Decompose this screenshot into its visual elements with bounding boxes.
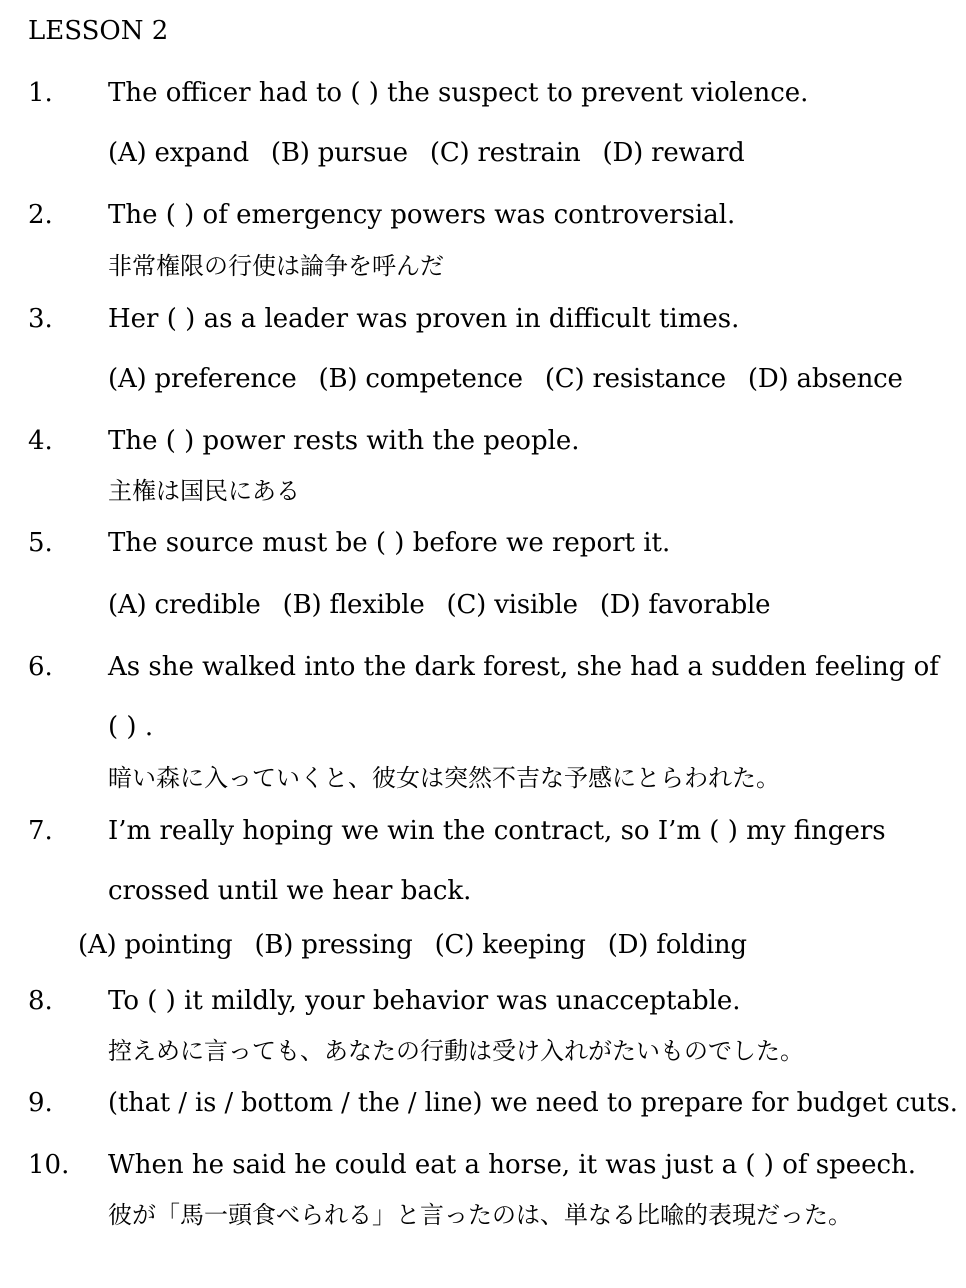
question-6-text-line2: ( ) . bbox=[108, 712, 154, 742]
question-7-choice-a: (A) pointing bbox=[78, 930, 233, 960]
question-1-text: The officer had to ( ) the suspect to prevent violence. bbox=[108, 78, 809, 108]
question-2-text: The ( ) of emergency powers was controversial. bbox=[108, 200, 736, 230]
question-9-text: (that / is / bottom / the / line) we need to prepare for budget cuts. bbox=[108, 1088, 958, 1118]
question-5-choice-b: (B) flexible bbox=[282, 590, 425, 620]
question-3-choice-d: (D) absence bbox=[747, 364, 903, 394]
question-5-number: 5. bbox=[28, 528, 53, 558]
question-3-choice-b: (B) competence bbox=[318, 364, 523, 394]
question-7-choice-c: (C) keeping bbox=[434, 930, 586, 960]
question-7-choice-b: (B) pressing bbox=[254, 930, 413, 960]
question-10-number: 10. bbox=[28, 1150, 70, 1180]
question-8-number: 8. bbox=[28, 986, 53, 1016]
question-6-translation: 暗い森に入っていくと、彼女は突然不吉な予感にとらわれた。 bbox=[108, 764, 780, 792]
question-5-choices bbox=[108, 590, 770, 620]
question-2-number: 2. bbox=[28, 200, 53, 230]
question-8-text: To ( ) it mildly, your behavior was unacceptable. bbox=[108, 986, 741, 1016]
question-8-translation: 控えめに言っても、あなたの行動は受け入れがたいものでした。 bbox=[108, 1037, 804, 1065]
question-3-text: Her ( ) as a leader was proven in difficult times. bbox=[108, 304, 740, 334]
question-5-choice-c: (C) visible bbox=[446, 590, 578, 620]
question-7-number: 7. bbox=[28, 816, 53, 846]
lesson-title: LESSON 2 bbox=[28, 16, 169, 46]
question-7-text: I’m really hoping we win the contract, so I’m ( ) my fingers bbox=[108, 816, 886, 846]
question-7-choices bbox=[78, 930, 747, 960]
question-1-choice-d: (D) reward bbox=[602, 138, 745, 168]
question-3-choice-a: (A) preference bbox=[108, 364, 297, 394]
question-10-translation: 彼が「馬一頭食べられる」と言ったのは、単なる比喩的表現だった。 bbox=[108, 1201, 852, 1229]
question-1-choice-b: (B) pursue bbox=[270, 138, 408, 168]
question-3-number: 3. bbox=[28, 304, 53, 334]
question-1-choice-a: (A) expand bbox=[108, 138, 249, 168]
question-1-choices bbox=[108, 138, 745, 168]
question-5-choice-a: (A) credible bbox=[108, 590, 261, 620]
question-5-text: The source must be ( ) before we report it. bbox=[108, 528, 671, 558]
question-3-choices bbox=[108, 364, 903, 394]
question-9-number: 9. bbox=[28, 1088, 53, 1118]
question-1-number: 1. bbox=[28, 78, 53, 108]
question-7-choice-d: (D) folding bbox=[607, 930, 747, 960]
question-5-choice-d: (D) favorable bbox=[599, 590, 771, 620]
question-6-number: 6. bbox=[28, 652, 53, 682]
question-4-text: The ( ) power rests with the people. bbox=[108, 426, 580, 456]
question-3-choice-c: (C) resistance bbox=[544, 364, 726, 394]
question-4-number: 4. bbox=[28, 426, 53, 456]
question-4-translation: 主権は国民にある bbox=[108, 477, 300, 505]
question-6-text: As she walked into the dark forest, she had a sudden feeling of bbox=[108, 652, 939, 682]
question-7-text-line2: crossed until we hear back. bbox=[108, 876, 472, 906]
question-2-translation: 非常権限の行使は論争を呼んだ bbox=[108, 252, 444, 280]
question-1-choice-c: (C) restrain bbox=[429, 138, 581, 168]
question-10-text: When he said he could eat a horse, it was just a ( ) of speech. bbox=[108, 1150, 917, 1180]
